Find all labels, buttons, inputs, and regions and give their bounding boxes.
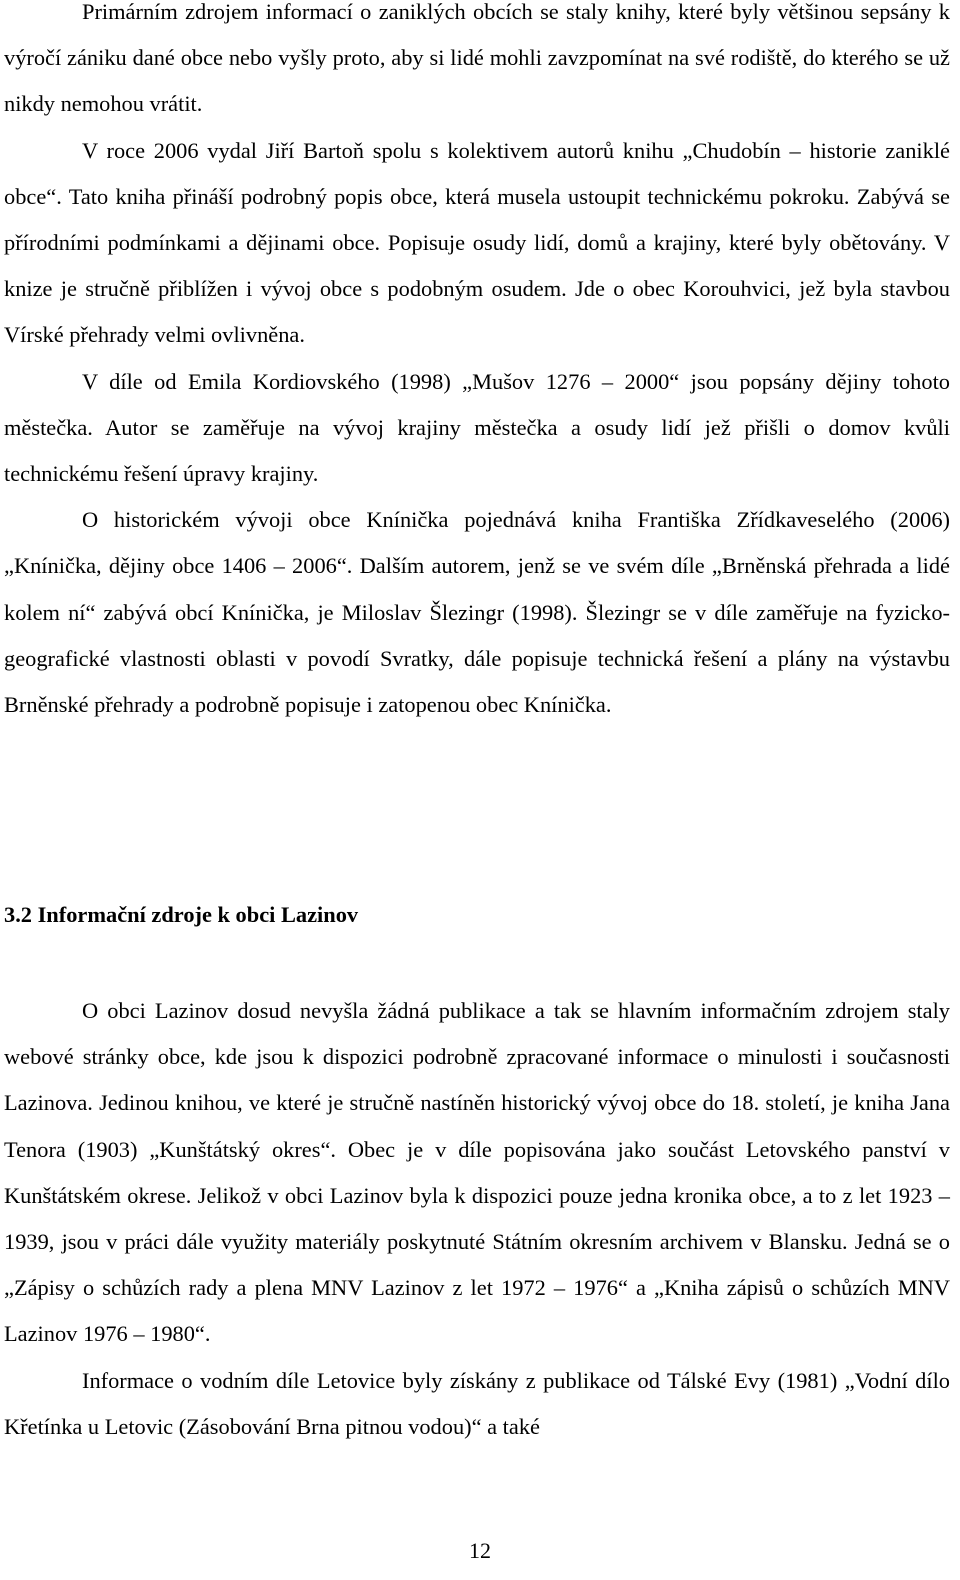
paragraph: Informace o vodním díle Letovice byly získány z publikace od Tálské Evy (1981) „Vodní dílo Křetínka u Letovic (Zásobování Brna pitnou vodou)“ a také <box>4 1367 950 1439</box>
paragraph: O historickém vývoji obce Knínička pojednává kniha Františka Zřídkaveselého (2006) „Knínička, dějiny obce 1406 – 2006“. Dalším autorem, jenž se ve svém díle „Brněnská přehrada a lidé kolem ní“ zabývá obcí Knínička, je Miloslav Šlezingr (1998). Šlezingr se v díle zaměřuje na fyzicko-geografické vlastnosti oblasti v povodí Svratky, dále popisuje technická řešení a plány na výstavbu Brněnské přehrady a podrobně popisuje i zatopenou obec Knínička. <box>4 507 950 718</box>
paragraph: O obci Lazinov dosud nevyšla žádná publikace a tak se hlavním informačním zdrojem staly webové stránky obce, kde jsou k dispozici podrobně zpracované informace o minulosti i současnosti Lazinova. Jedinou knihou, ve které je stručně nastíněn historický vývoj obce do 18. století, je kniha Jana Tenora (1903) „Kunštátský okres“. Obec je v díle popisována jako součást Letovského panství v Kunštátském okrese. Jelikož v obci Lazinov byla k dispozici pouze jedna kronika obce, a to z let 1923 – 1939, jsou v práci dále využity materiály poskytnuté Státním okresním archivem v Blansku. Jedná se o „Zápisy o schůzích rady a plena MNV Lazinov z let 1972 – 1976“ a „Kniha zápisů o schůzích MNV Lazinov 1976 – 1980“. <box>4 998 950 1347</box>
paragraph: V díle od Emila Kordiovského (1998) „Mušov 1276 – 2000“ jsou popsány dějiny tohoto městečka. Autor se zaměřuje na vývoj krajiny městečka a osudy lidí jež přišli o domov kvůli technickému řešení úpravy krajiny. <box>4 368 950 487</box>
section-body <box>4 988 950 1450</box>
paragraph: Primárním zdrojem informací o zaniklých obcích se staly knihy, které byly většinou sepsány k výročí zániku dané obce nebo vyšly proto, aby si lidé mohli zavzpomínat na své rodiště, do kterého se už nikdy nemohou vrátit. <box>4 0 950 117</box>
section-heading: 3.2 Informační zdroje k obci Lazinov <box>4 902 359 927</box>
page-number: 12 <box>469 1538 491 1563</box>
paragraph: V roce 2006 vydal Jiří Bartoň spolu s kolektivem autorů knihu „Chudobín – historie zaniklé obce“. Tato kniha přináší podrobný popis obce, která musela ustoupit technickému pokroku. Zabývá se přírodními podmínkami a dějinami obce. Popisuje osudy lidí, domů a krajiny, které byly obětovány. V knize je stručně přiblížen i vývoj obce s podobným osudem. Jde o obec Korouhvici, jež byla stavbou Vírské přehrady velmi ovlivněna. <box>4 137 950 348</box>
document-page <box>4 0 950 1439</box>
